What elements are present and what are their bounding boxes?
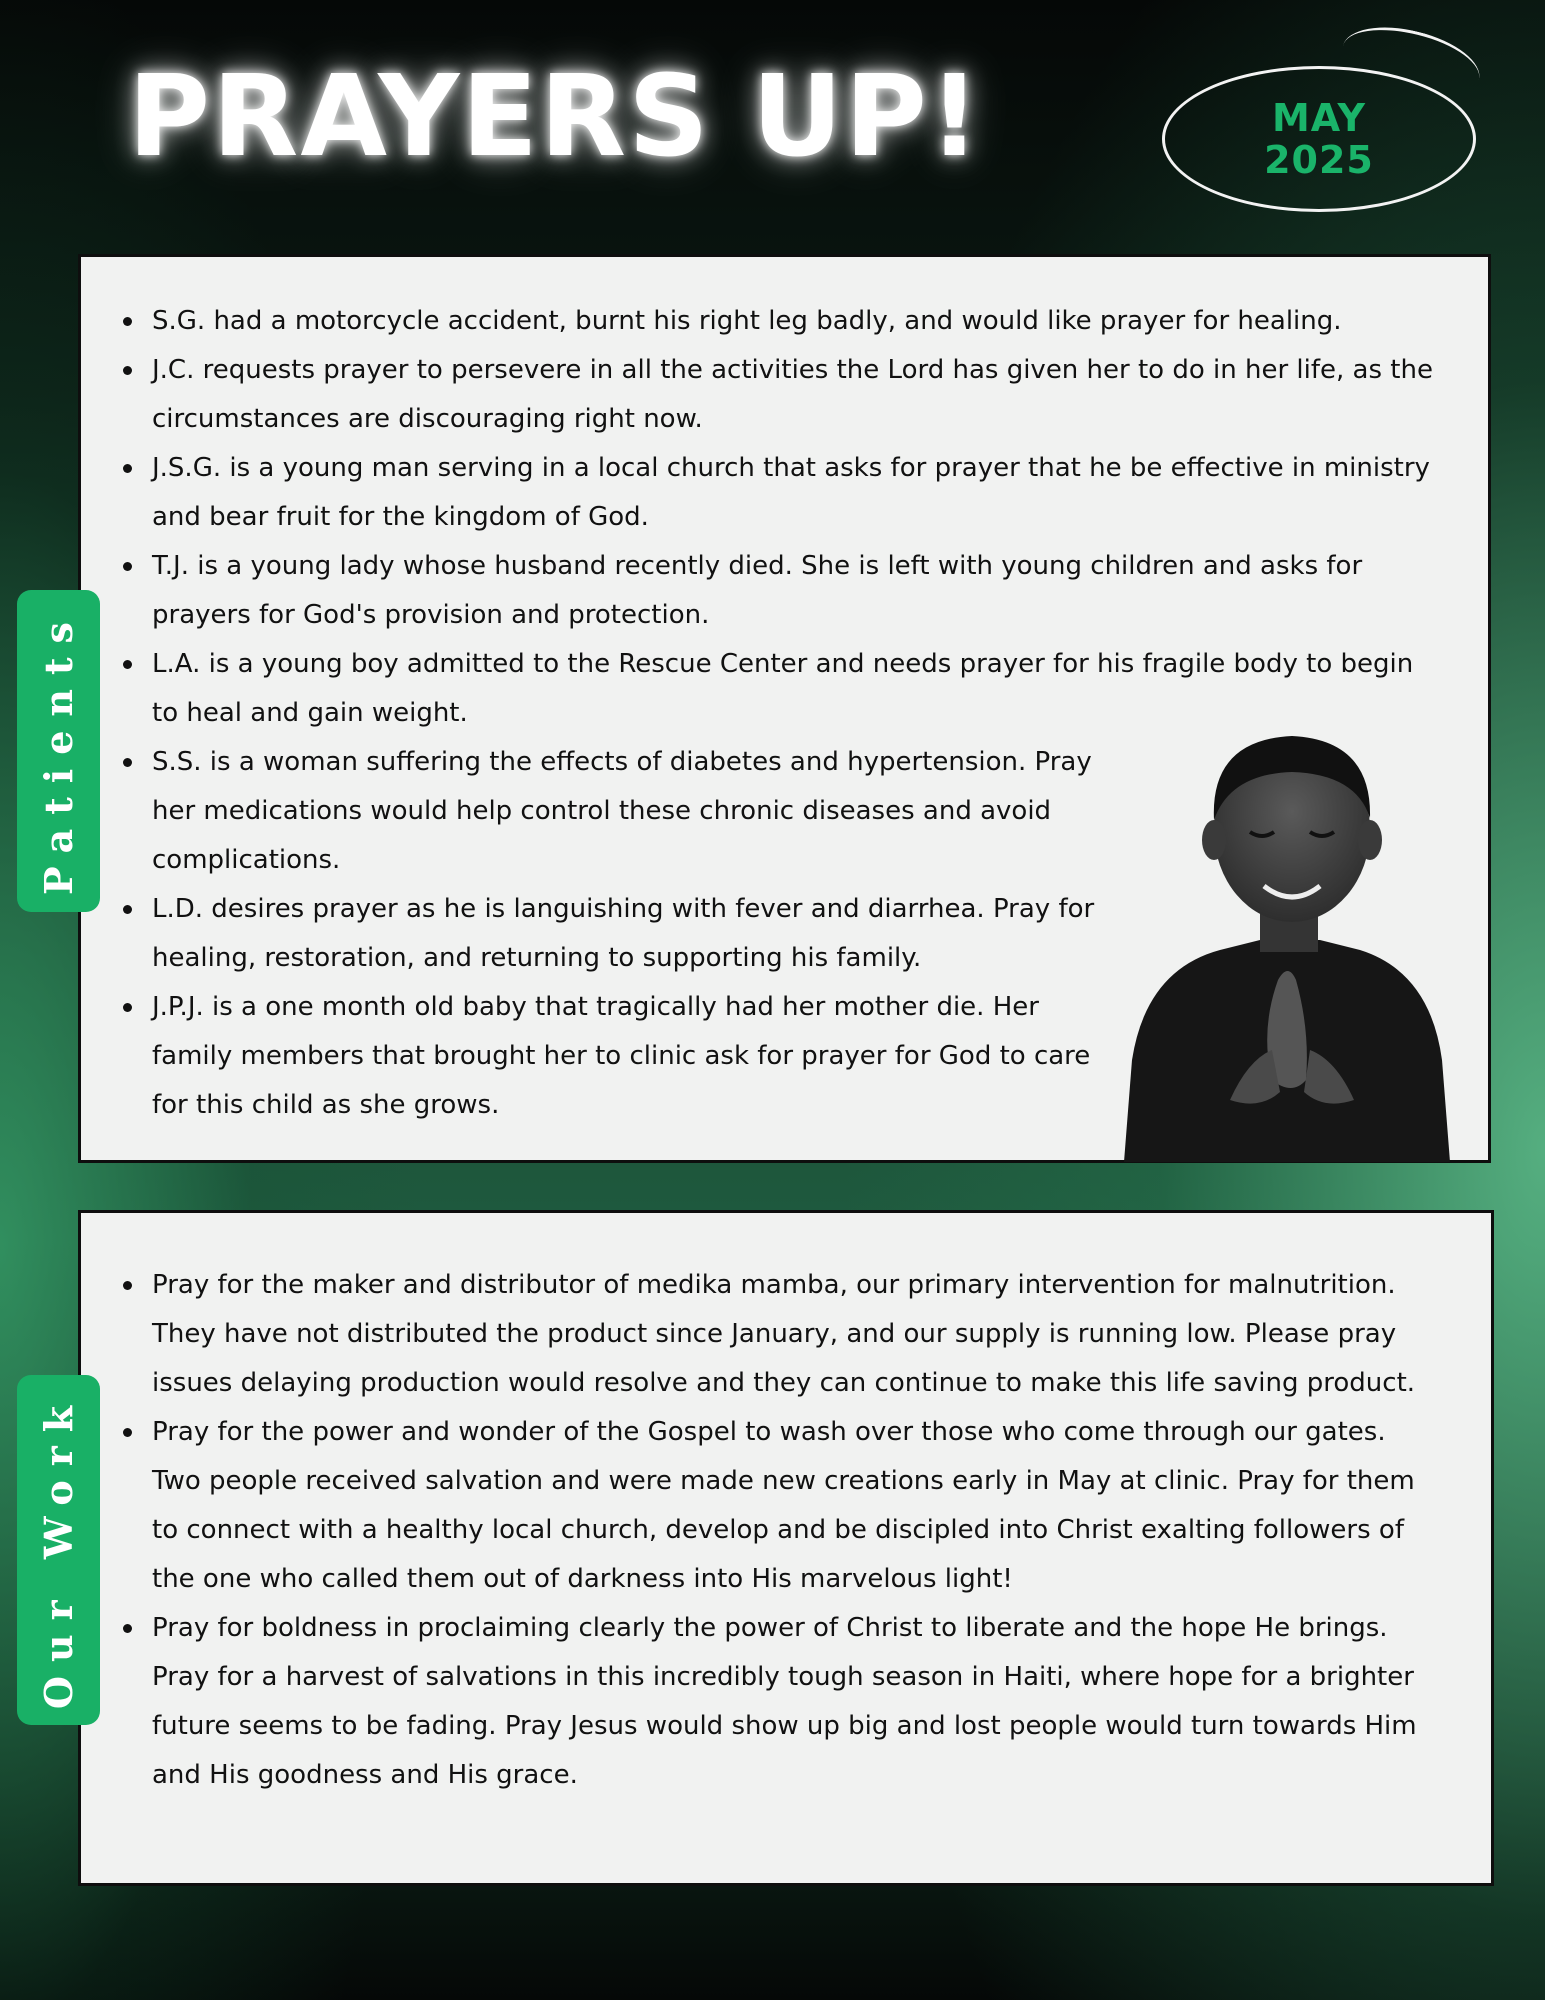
list-item: J.P.J. is a one month old baby that tragically had her mother die. Her family members that brought her to clinic ask for prayer for God to care for this child as she grows. [81,983,1126,1130]
list-item: S.S. is a woman suffering the effects of diabetes and hypertension. Pray her medications would help control these chronic diseases and avoid complications. [81,738,1126,885]
patients-section-tab [17,590,100,912]
our-work-panel [78,1210,1494,1886]
list-item: Pray for the maker and distributor of medika mamba, our primary intervention for malnutrition. They have not distributed the product since January, and our supply is running low. Please pray issues delaying production would resolve and they can continue to make this life saving product. [81,1261,1431,1408]
list-item: L.A. is a young boy admitted to the Rescue Center and needs prayer for his fragile body to begin to heal and gain weight. [81,640,1443,738]
date-badge [1162,66,1476,212]
our-work-tab-label: Our Work [36,1391,82,1709]
list-item: L.D. desires prayer as he is languishing with fever and diarrhea. Pray for healing, restoration, and returning to supporting his family. [81,885,1126,983]
list-item: Pray for the power and wonder of the Gospel to wash over those who come through our gates. Two people received salvation and were made new creations early in May at clinic. Pray for them to connect with a healthy local church, develop and be discipled into Christ exalting followers of the one who called them out of darkness into His marvelous light! [81,1408,1431,1604]
page-title: PRAYERS UP! [128,52,982,182]
list-item: J.S.G. is a young man serving in a local church that asks for prayer that he be effective in ministry and bear fruit for the kingdom of God. [81,444,1443,542]
list-item: Pray for boldness in proclaiming clearly the power of Christ to liberate and the hope He brings. Pray for a harvest of salvations in this incredibly tough season in Haiti, where hope for a brighter future seems to be fading. Pray Jesus would show up big and lost people would turn towards Him and His goodness and His grace. [81,1604,1431,1800]
our-work-section-tab [17,1375,100,1725]
list-item: T.J. is a young lady whose husband recently died. She is left with young children and asks for prayers for God's provision and protection. [81,542,1443,640]
list-item: J.C. requests prayer to persevere in all the activities the Lord has given her to do in her life, as the circumstances are discouraging right now. [81,346,1443,444]
praying-child-photo [1110,700,1456,1162]
our-work-prayer-list [81,1261,1431,1800]
date-month: MAY [1271,96,1367,140]
patients-tab-label: Patients [36,607,82,895]
date-year: 2025 [1264,138,1374,182]
list-item: S.G. had a motorcycle accident, burnt his right leg badly, and would like prayer for healing. [81,297,1443,346]
